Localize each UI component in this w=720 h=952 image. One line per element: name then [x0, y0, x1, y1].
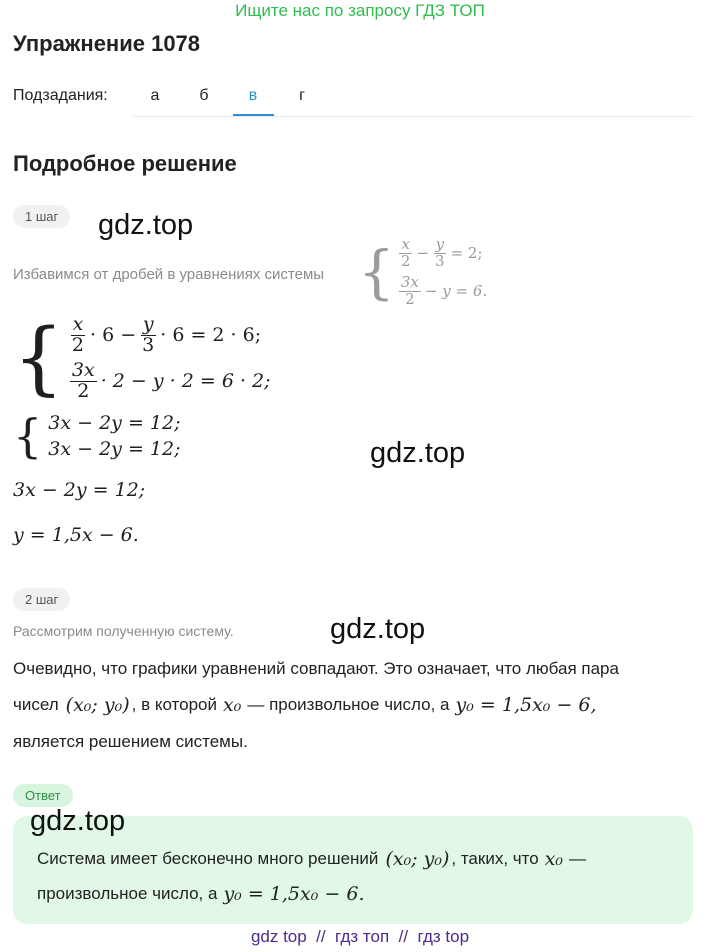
step-2-badge: 2 шаг [13, 588, 70, 611]
subtask-tabs [133, 78, 693, 117]
promo-banner: Ищите нас по запросу ГДЗ ТОП [235, 1, 485, 20]
step-1-hint: Избавимся от дробей в уравнениях системы [13, 266, 325, 283]
answer-badge: Ответ [13, 784, 73, 807]
hint-equation-2: $\frac{3x}{2}$ − y = 6. [400, 272, 488, 308]
equation-line-1: 3x − 2y = 12; [13, 479, 146, 501]
system-1 [13, 312, 271, 404]
system-brace: { [358, 238, 395, 306]
subtasks-label: Подзадания: [13, 87, 108, 104]
active-tab-indicator [233, 114, 274, 116]
system-1-equation-2: $\frac{3x}{2}$ · 2 − y · 2 = 6 · 2; [71, 358, 271, 402]
watermark: gdz.top [30, 805, 126, 837]
step-2-hint: Рассмотрим полученную систему. [13, 623, 234, 639]
tab-b[interactable]: б [199, 87, 209, 104]
section-title: Подробное решение [13, 151, 237, 176]
system-brace: { [13, 311, 64, 404]
hint-equation-1: $\frac{x}{2}$ − $\frac{y}{3}$ = 2; [400, 234, 483, 270]
tab-v[interactable]: в [248, 87, 258, 104]
system-1-equation-1: $\frac{x}{2}$ · 6 − $\frac{y}{3}$ · 6 = 2 · 6; [71, 312, 262, 356]
step-2-paragraph-line-1: Очевидно, что графики уравнений совпадают. Это означает, что любая пара [13, 659, 619, 678]
step-2-paragraph-line-2: чисел (x₀; y₀) , в которой x₀ — произвольное число, а y₀ = 1,5x₀ − 6, [13, 694, 597, 716]
watermark: gdz.top [98, 209, 194, 241]
system-2-equation-1: 3x − 2y = 12; [48, 412, 181, 434]
watermark: gdz.top [370, 437, 466, 469]
hint-system [358, 234, 487, 310]
tab-a[interactable]: а [150, 87, 160, 104]
system-brace: { [13, 409, 43, 463]
footer-watermark: gdz top // гдз топ // гдз top [250, 927, 470, 946]
answer-line-1: Система имеет бесконечно много решений (x₀; y₀) , таких, что x₀ — [37, 848, 587, 870]
step-1-badge: 1 шаг [13, 205, 70, 228]
system-2-equation-2: 3x − 2y = 12; [48, 438, 181, 460]
system-2 [13, 410, 180, 462]
equation-line-2: y = 1,5x − 6. [13, 524, 139, 546]
tab-g[interactable]: г [299, 87, 305, 104]
watermark: gdz.top [330, 613, 426, 645]
answer-line-2: произвольное число, а y₀ = 1,5x₀ − 6. [37, 883, 365, 905]
step-2-paragraph-line-3: является решением системы. [13, 732, 248, 751]
page-title: Упражнение 1078 [13, 31, 201, 56]
